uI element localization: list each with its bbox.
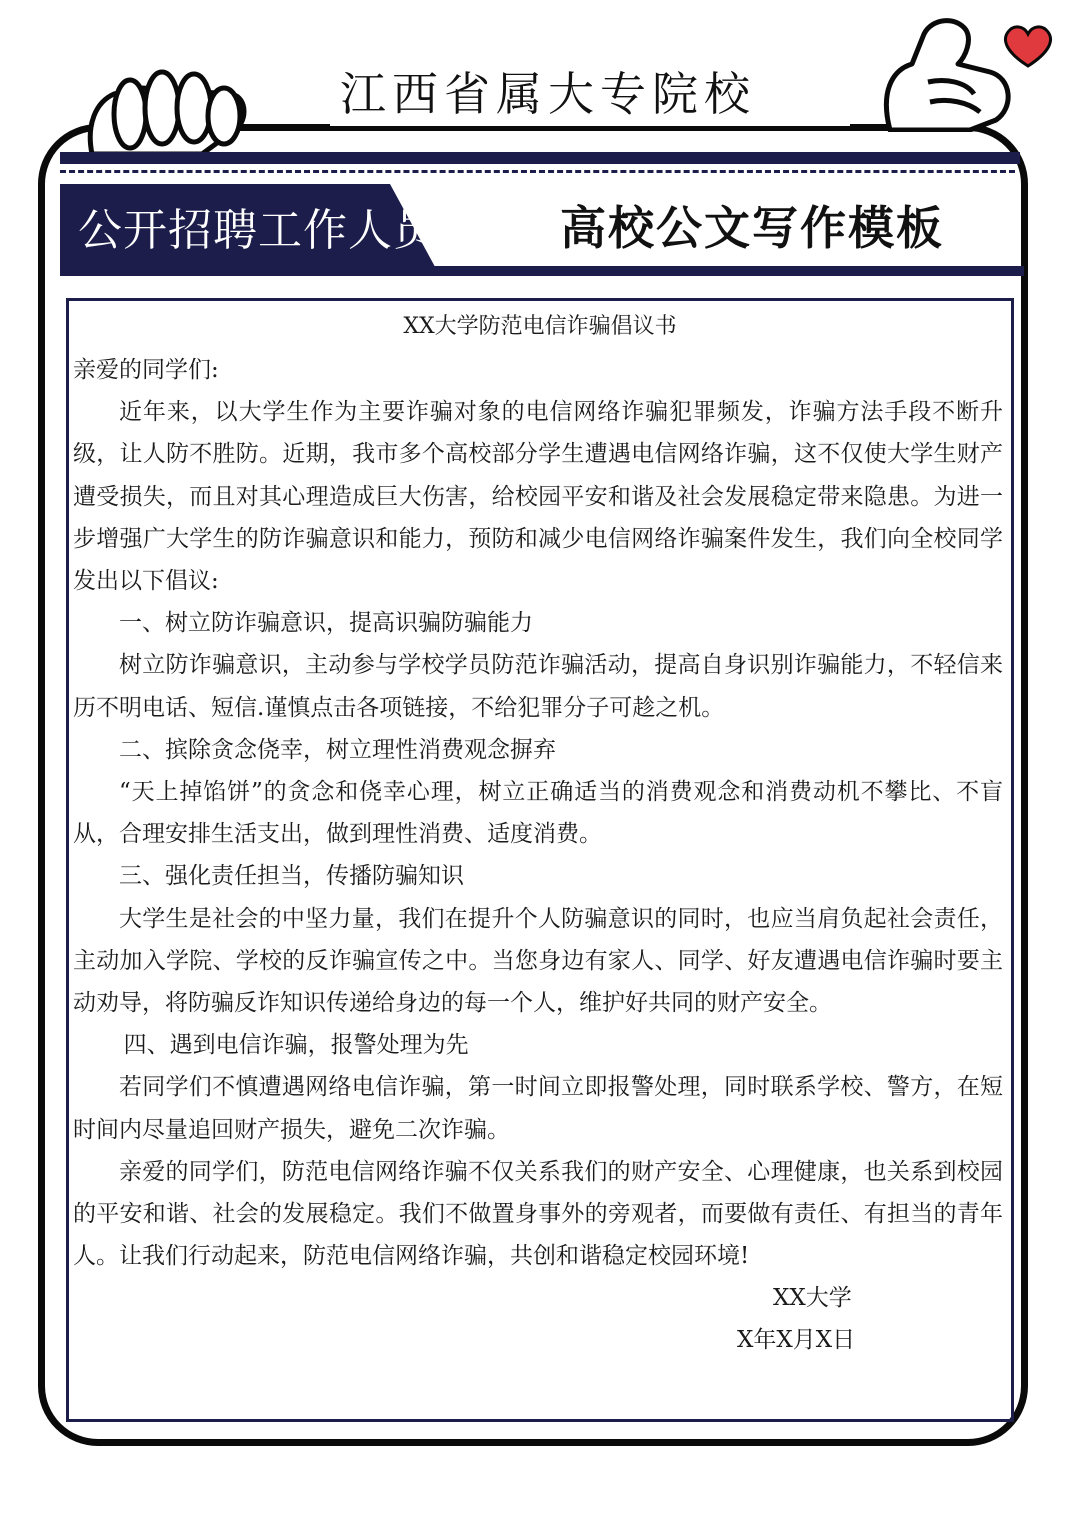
heart-icon [1000,20,1056,70]
intro-paragraph: 近年来，以大学生作为主要诈骗对象的电信网络诈骗犯罪频发，诈骗方法手段不断升级，让人防不胜防。近期，我市多个高校部分学生遭遇电信网络诈骗，这不仅使大学生财产遭受损失，而且对其心理造成巨大伤害，给校园平安和谐及社会发展稳定带来隐患。为进一步增强广大学生的防诈骗意识和能力，预防和减少电信网络诈骗案件发生，我们向全校同学发出以下倡议: [73,399,1003,595]
section-text: 若同学们不慎遭遇网络电信诈骗，第一时间立即报警处理，同时联系学校、警方，在短时间内尽量追回财产损失，避免二次诈骗。 [73,1074,1003,1143]
fist-left-icon [82,64,252,156]
banner-label: 公开招聘工作人员 [78,205,438,256]
page-top-title: 江西省属大专院校 [330,62,850,126]
signature: XX大学 [773,1285,852,1311]
closing-paragraph: 亲爱的同学们，防范电信网络诈骗不仅关系我们的财产安全、心理健康，也关系到校园的平安和谐、社会的发展稳定。我们不做置身事外的旁观者，而要做有责任、有担当的青年人。让我们行动起来，防范电信网络诈骗，共创和谐稳定校园环境! [73,1158,1003,1270]
section-heading: 一、树立防诈骗意识，提高识骗防骗能力 [119,610,533,637]
greeting: 亲爱的同学们: [73,357,219,383]
section-heading: 二、摈除贪念侥幸，树立理性消费观念摒弃 [119,736,556,763]
section-text: “天上掉馅饼”的贪念和侥幸心理，树立正确适当的消费观念和消费动机不攀比、不盲从，合理安排生活支出，做到理性消费、适度消费。 [73,779,1003,848]
section-heading: 三、强化责任担当，传播防骗知识 [119,863,464,890]
section-text: 大学生是社会的中坚力量，我们在提升个人防骗意识的同时，也应当肩负起社会责任，主动加入学院、学校的反诈骗宣传之中。当您身边有家人、同学、好友遭遇电信诈骗时要主动劝导，将防骗反诈知识传递给身边的每一个人，维护好共同的财产安全。 [73,905,1003,1017]
header-underline [430,266,1024,276]
document-title: XX大学防范电信诈骗倡议书 [403,314,677,339]
template-title: 高校公文写作模板 [560,201,944,255]
header-bar [60,152,1020,164]
section-text: 树立防诈骗意识，主动参与学校学员防范诈骗活动，提高自身识别诈骗能力，不轻信来历不明电话、短信.谨慎点击各项链接，不给犯罪分子可趁之机。 [73,652,1003,721]
dashed-divider [60,170,1015,173]
document-box [66,298,1014,1422]
date: X年X月X日 [737,1327,856,1353]
document-body [73,349,1003,1277]
section-heading: 四、遇到电信诈骗，报警处理为先 [123,1032,469,1059]
pointing-hand-icon [870,12,1020,132]
